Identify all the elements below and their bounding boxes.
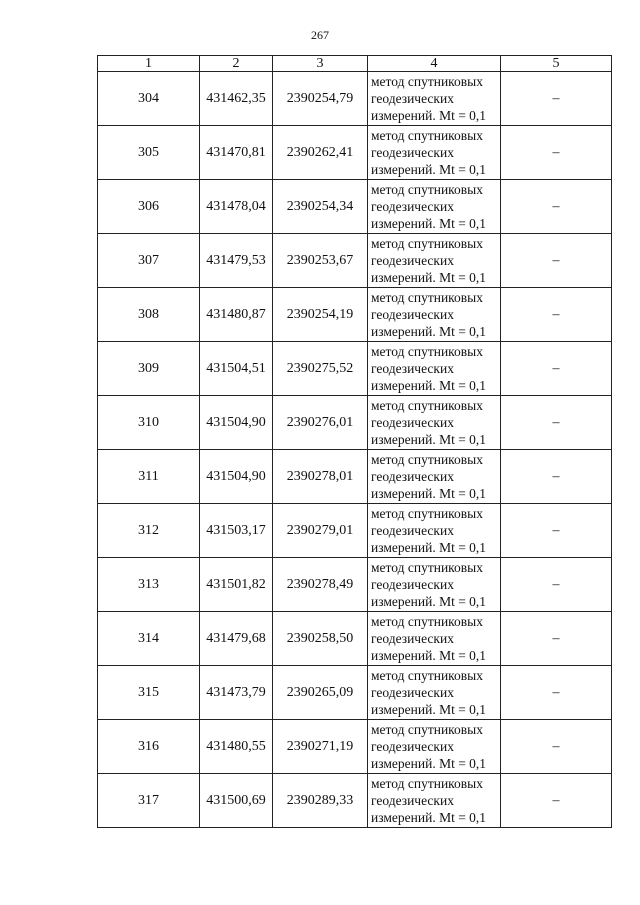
note-cell: – — [501, 180, 612, 234]
table-header-row — [98, 56, 612, 72]
y-coordinate-cell: 2390278,01 — [273, 450, 368, 504]
method-cell: метод спутниковых геодезических измерений. Mt = 0,1 — [368, 396, 501, 450]
point-number-cell: 306 — [98, 180, 200, 234]
page-number: 267 — [311, 28, 329, 42]
x-coordinate-cell: 431473,79 — [200, 666, 273, 720]
note-cell: – — [501, 396, 612, 450]
point-number-cell: 304 — [98, 72, 200, 126]
note-cell: – — [501, 666, 612, 720]
note-cell: – — [501, 234, 612, 288]
y-coordinate-cell: 2390275,52 — [273, 342, 368, 396]
point-number-cell: 317 — [98, 774, 200, 828]
point-number-cell: 311 — [98, 450, 200, 504]
y-coordinate-cell: 2390279,01 — [273, 504, 368, 558]
table-row — [98, 396, 612, 450]
table-row — [98, 180, 612, 234]
table-row — [98, 450, 612, 504]
table-row — [98, 774, 612, 828]
x-coordinate-cell: 431480,87 — [200, 288, 273, 342]
point-number-cell: 312 — [98, 504, 200, 558]
point-number-cell: 313 — [98, 558, 200, 612]
table-row — [98, 288, 612, 342]
method-cell: метод спутниковых геодезических измерений. Mt = 0,1 — [368, 72, 501, 126]
point-number-cell: 309 — [98, 342, 200, 396]
x-coordinate-cell: 431478,04 — [200, 180, 273, 234]
y-coordinate-cell: 2390278,49 — [273, 558, 368, 612]
y-coordinate-cell: 2390289,33 — [273, 774, 368, 828]
table-row — [98, 234, 612, 288]
method-cell: метод спутниковых геодезических измерений. Mt = 0,1 — [368, 342, 501, 396]
point-number-cell: 308 — [98, 288, 200, 342]
note-cell: – — [501, 720, 612, 774]
note-cell: – — [501, 342, 612, 396]
table-row — [98, 504, 612, 558]
x-coordinate-cell: 431503,17 — [200, 504, 273, 558]
point-number-cell: 314 — [98, 612, 200, 666]
x-coordinate-cell: 431462,35 — [200, 72, 273, 126]
point-number-cell: 316 — [98, 720, 200, 774]
note-cell: – — [501, 288, 612, 342]
y-coordinate-cell: 2390271,19 — [273, 720, 368, 774]
y-coordinate-cell: 2390262,41 — [273, 126, 368, 180]
note-cell: – — [501, 774, 612, 828]
method-cell: метод спутниковых геодезических измерений. Mt = 0,1 — [368, 558, 501, 612]
note-cell: – — [501, 450, 612, 504]
table-row — [98, 342, 612, 396]
table-row — [98, 126, 612, 180]
table-body — [98, 72, 612, 828]
y-coordinate-cell: 2390258,50 — [273, 612, 368, 666]
method-cell: метод спутниковых геодезических измерений. Mt = 0,1 — [368, 288, 501, 342]
table-row — [98, 720, 612, 774]
y-coordinate-cell: 2390276,01 — [273, 396, 368, 450]
method-cell: метод спутниковых геодезических измерений. Mt = 0,1 — [368, 126, 501, 180]
table-row — [98, 666, 612, 720]
x-coordinate-cell: 431504,51 — [200, 342, 273, 396]
point-number-cell: 315 — [98, 666, 200, 720]
x-coordinate-cell: 431470,81 — [200, 126, 273, 180]
y-coordinate-cell: 2390253,67 — [273, 234, 368, 288]
y-coordinate-cell: 2390254,19 — [273, 288, 368, 342]
note-cell: – — [501, 72, 612, 126]
x-coordinate-cell: 431500,69 — [200, 774, 273, 828]
table-row — [98, 612, 612, 666]
column-header: 2 — [200, 56, 273, 72]
point-number-cell: 305 — [98, 126, 200, 180]
method-cell: метод спутниковых геодезических измерений. Mt = 0,1 — [368, 612, 501, 666]
column-header: 1 — [98, 56, 200, 72]
x-coordinate-cell: 431504,90 — [200, 396, 273, 450]
note-cell: – — [501, 612, 612, 666]
column-header: 5 — [501, 56, 612, 72]
x-coordinate-cell: 431504,90 — [200, 450, 273, 504]
coordinates-table — [97, 55, 612, 828]
method-cell: метод спутниковых геодезических измерений. Mt = 0,1 — [368, 720, 501, 774]
column-header: 4 — [368, 56, 501, 72]
point-number-cell: 307 — [98, 234, 200, 288]
method-cell: метод спутниковых геодезических измерений. Mt = 0,1 — [368, 180, 501, 234]
table-row — [98, 72, 612, 126]
method-cell: метод спутниковых геодезических измерений. Mt = 0,1 — [368, 504, 501, 558]
x-coordinate-cell: 431501,82 — [200, 558, 273, 612]
method-cell: метод спутниковых геодезических измерений. Mt = 0,1 — [368, 450, 501, 504]
method-cell: метод спутниковых геодезических измерений. Mt = 0,1 — [368, 666, 501, 720]
method-cell: метод спутниковых геодезических измерений. Mt = 0,1 — [368, 774, 501, 828]
y-coordinate-cell: 2390265,09 — [273, 666, 368, 720]
column-header: 3 — [273, 56, 368, 72]
x-coordinate-cell: 431479,68 — [200, 612, 273, 666]
note-cell: – — [501, 558, 612, 612]
x-coordinate-cell: 431480,55 — [200, 720, 273, 774]
x-coordinate-cell: 431479,53 — [200, 234, 273, 288]
table-row — [98, 558, 612, 612]
point-number-cell: 310 — [98, 396, 200, 450]
y-coordinate-cell: 2390254,79 — [273, 72, 368, 126]
note-cell: – — [501, 504, 612, 558]
method-cell: метод спутниковых геодезических измерений. Mt = 0,1 — [368, 234, 501, 288]
y-coordinate-cell: 2390254,34 — [273, 180, 368, 234]
note-cell: – — [501, 126, 612, 180]
